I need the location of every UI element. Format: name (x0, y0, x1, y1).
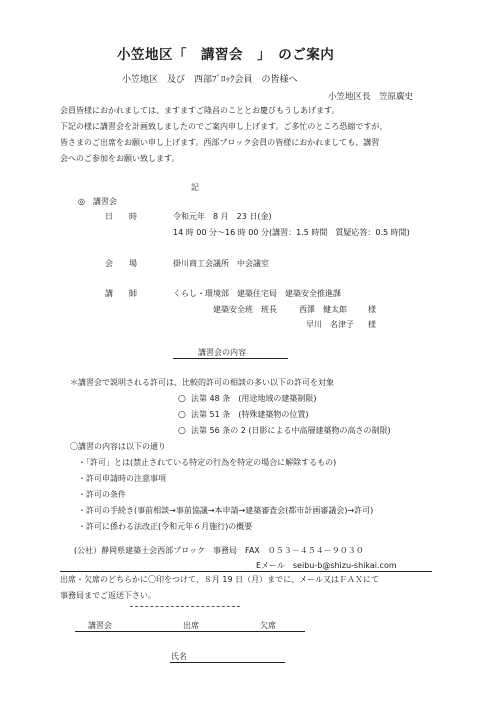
circle-icon: ○ (178, 394, 186, 404)
lecturer-1: 西澤 健太郎 (299, 305, 347, 314)
form-attend-option[interactable]: 出席 (183, 621, 199, 630)
date-label: 日 時 (105, 212, 137, 221)
page-title: 小笠地区「 講習会 」 のご案内 (117, 47, 335, 63)
address-line: 小笠地区 及び 西部ﾌﾞﾛｯｸ会員 の皆様へ (122, 75, 298, 85)
circle-icon: ○ (178, 426, 186, 436)
intro-line-3: 皆さまのご出席をお願い申し上げます。西部ブロック会員の皆様におかれましても、講習 (60, 138, 380, 147)
law-item-3 (178, 425, 391, 437)
bullet-5: ・許可に係わる法改正(令和元年６月施行)の概要 (78, 522, 253, 531)
content-heading: 講習会の内容 (198, 348, 246, 357)
bullet-3: ・許可の条件 (78, 490, 126, 499)
form-top-rule (130, 606, 240, 607)
bullet-1: ・「許可」とは(禁止されている特定の行為を特定の場合に解除するもの) (78, 458, 337, 467)
lecturer-org: くらし・環境部 建築住宅局 建築安全推進課 (173, 289, 341, 298)
intro-line-2: 下記の様に講習会を計画致しましたのでご案内申し上げます。ご多忙のところ恐縮ですが、 (60, 122, 388, 131)
bullet-2: ・許可申請時の注意事項 (78, 474, 166, 483)
lecturer-2: 早川 名津子 (306, 320, 354, 329)
honorific-1: 様 (368, 305, 376, 314)
intro-line-4: 会へのご参加をお願い致します。 (60, 154, 180, 163)
target-intro: ＊講習会で説明される許可は、比較的許可の相談の多い以下の許可を対象 (70, 378, 334, 387)
sender: 小笠地区長 笠原廣史 (328, 92, 414, 102)
form-seminar-label: 講習会 (88, 621, 112, 630)
honorific-2: 様 (368, 320, 376, 329)
date-value: 令和元年 8 月 23 日(金) (173, 212, 272, 221)
time-value: 14 時 00 分〜16 時 00 分(講習：1.5 時間 質疑応答：0.5 時間) (173, 228, 410, 237)
contact-email: Eメール seibu-b@shizu-shikai.com (256, 561, 397, 570)
seminar-heading: ◎ 講習会 (78, 197, 117, 206)
law-item-1 (178, 393, 316, 405)
reply-line-2: 事務局までご返送下さい。 (60, 591, 156, 600)
law-item-3-text: 法第 56 条の 2 (日影による中高層建築物の高さの制限) (190, 426, 391, 435)
law-item-1-text: 法第 48 条 (用途地域の建築制限) (190, 394, 317, 403)
bullet-4: ・許可の手続き(事前相談→事前協議→本申請→建築審査会(都市計画審議会)→許可) (78, 506, 374, 515)
content-heading-underline (173, 358, 288, 359)
form-attend-underline (75, 631, 305, 632)
ki-mark: 記 (191, 183, 199, 192)
circle-icon: ○ (178, 410, 186, 420)
intro-line-1: 会員皆様におかれましては、ますますご隆昌のこととお慶びもうしあげます。 (60, 106, 340, 115)
lecturer-section: 建築安全班 班長 (213, 305, 277, 314)
form-name-label: 氏名 (171, 652, 187, 661)
reply-line-1: 出席・欠席のどちらかに〇印をつけて、８月 19 日（月）までに、メール又はＦＡＸにて (60, 575, 379, 584)
lecturer-label: 講 師 (105, 289, 137, 298)
venue-label: 会 場 (105, 259, 137, 268)
law-item-2-text: 法第 51 条 (特殊建築物の位置) (190, 410, 309, 419)
form-absent-option[interactable]: 欠席 (260, 621, 276, 630)
law-item-2 (178, 409, 308, 421)
contact-underline (60, 571, 432, 572)
outline-heading: 〇講習の内容は以下の通り (70, 442, 166, 451)
contact-office: (公社）静岡県建築士会西部ブロック 事務局 FAX ０５３－４５４－９０３０ (74, 546, 364, 555)
venue-value: 掛川商工会議所 中会議室 (173, 259, 269, 268)
form-name-field[interactable] (170, 662, 285, 663)
